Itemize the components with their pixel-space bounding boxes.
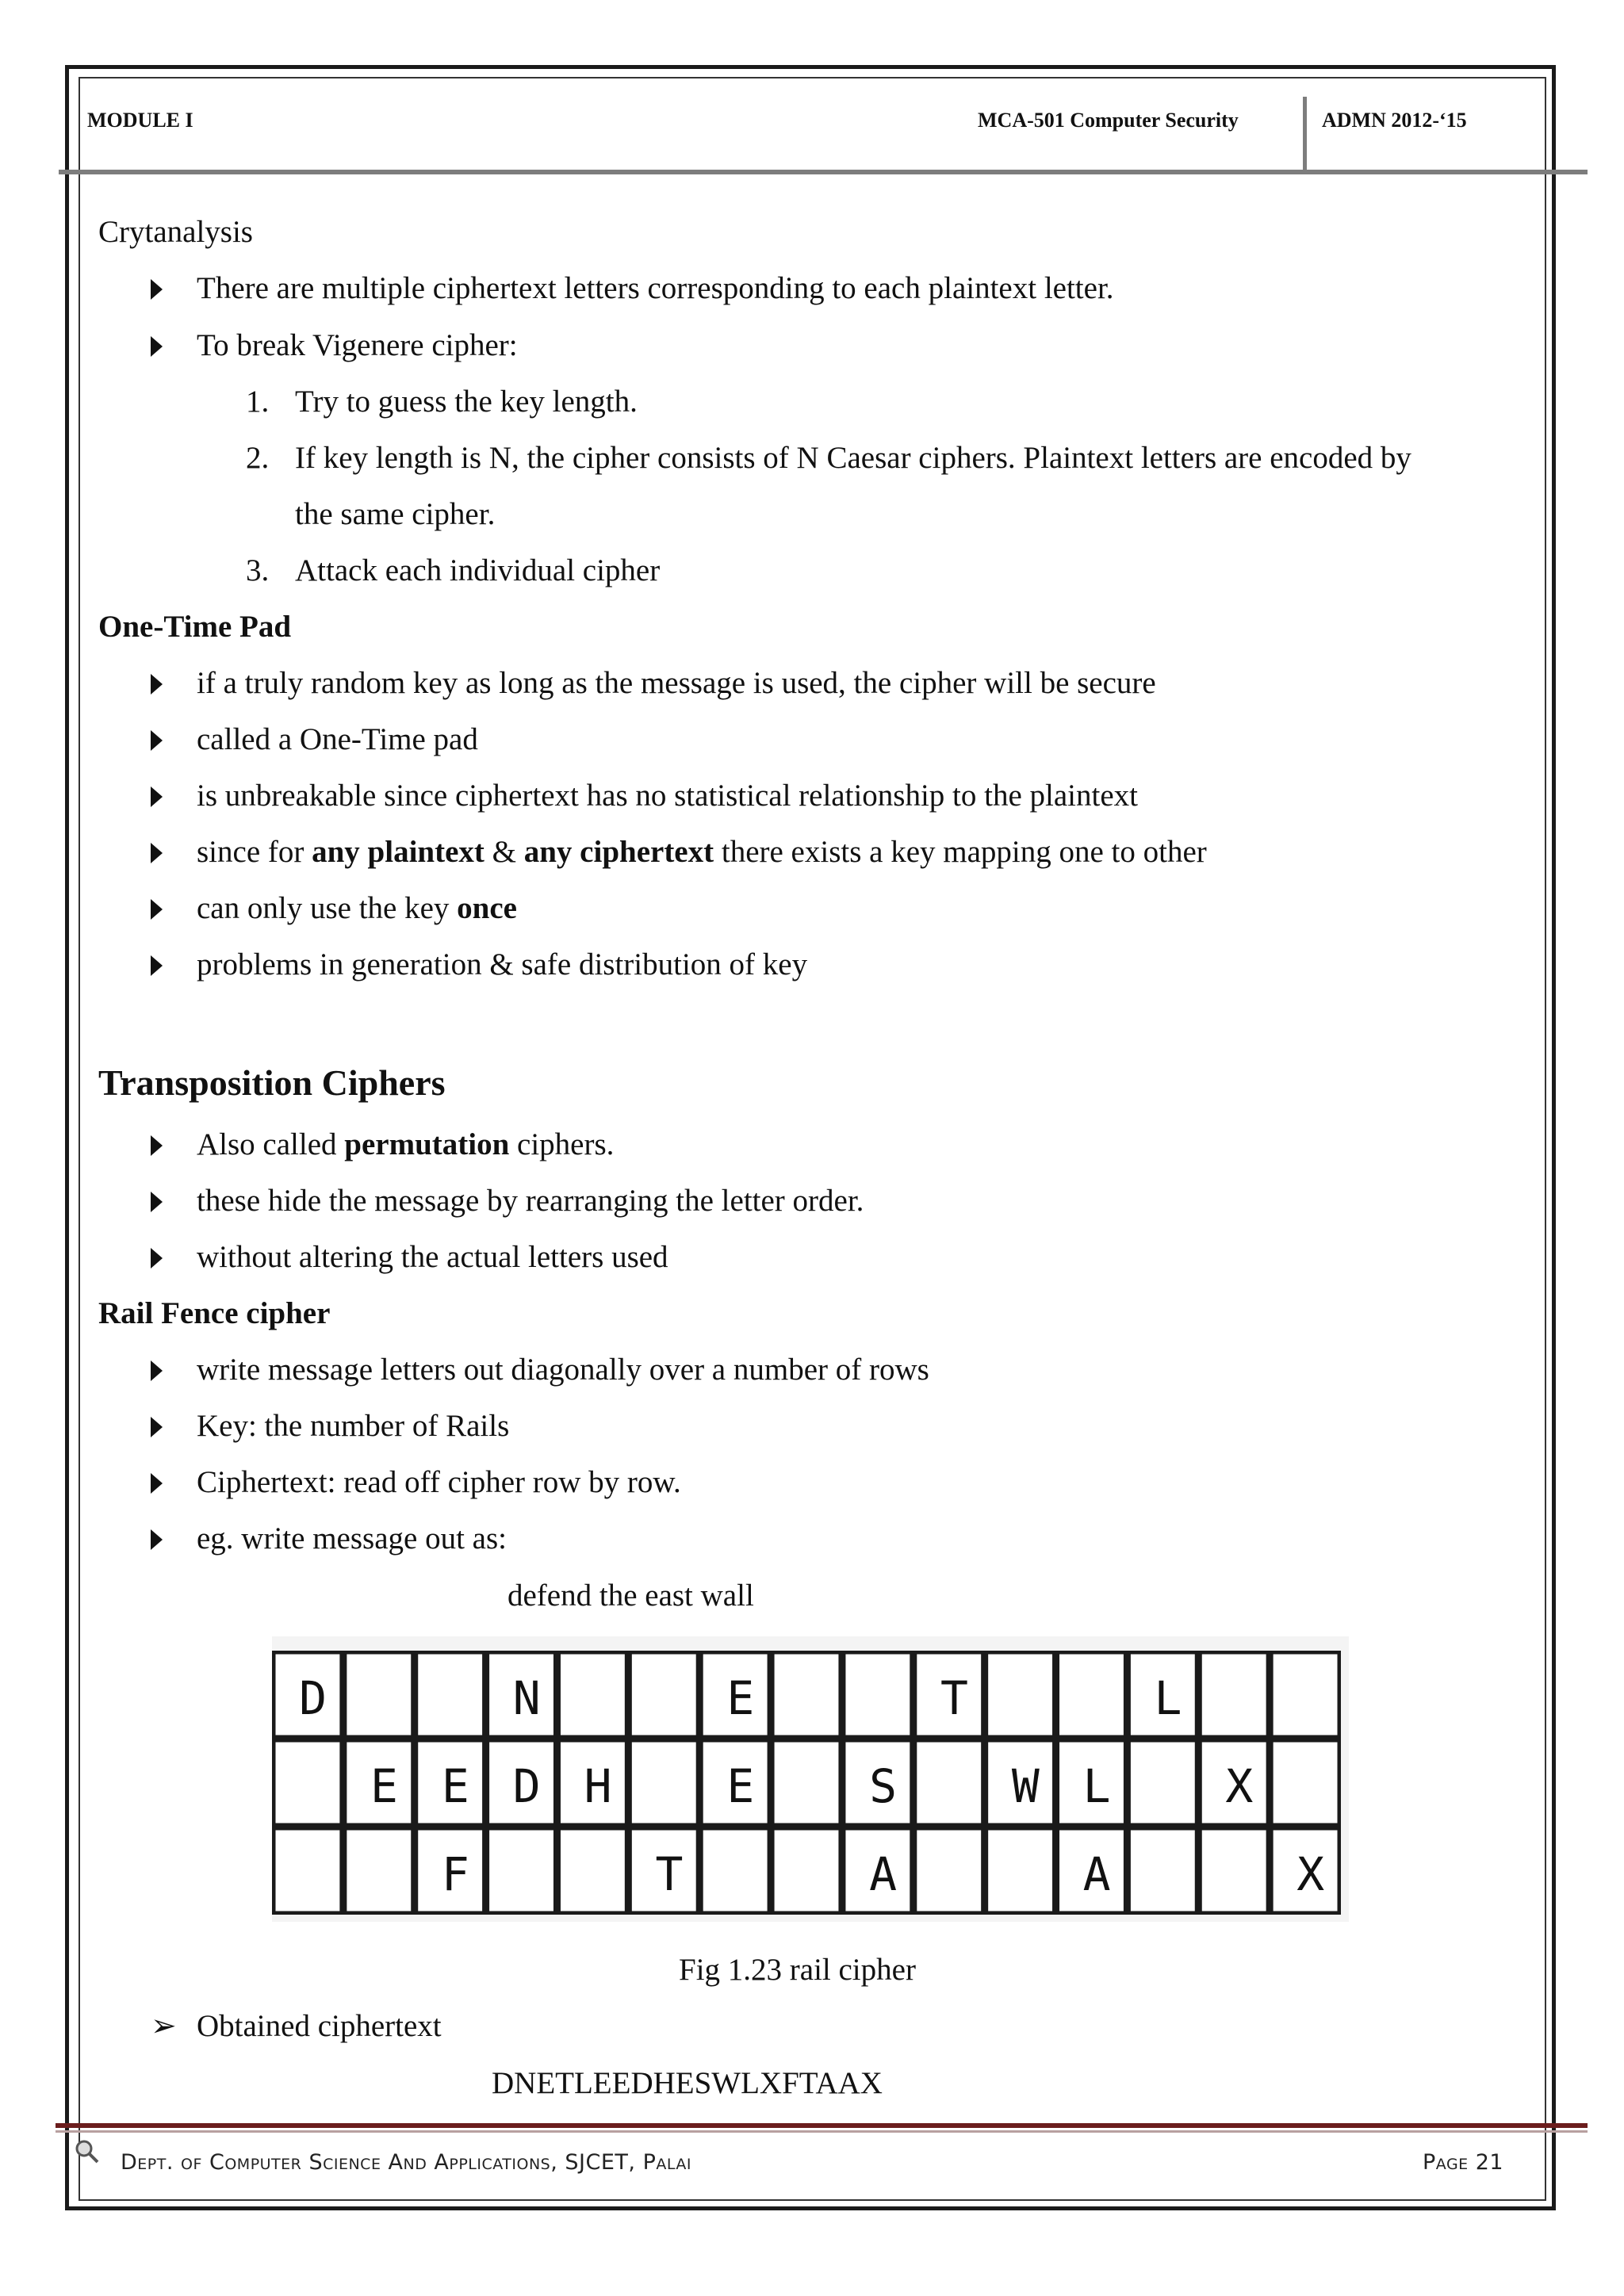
transposition-bullet-3: without altering the actual letters used: [197, 1240, 668, 1274]
transposition-heading: Transposition Ciphers: [98, 1062, 446, 1103]
footer-page-number: Page 21: [1423, 2150, 1504, 2175]
grid-cell-letter: L: [1082, 1758, 1111, 1813]
obtained-ciphertext-label: Obtained ciphertext: [197, 2009, 442, 2043]
header-divider: [1303, 97, 1307, 170]
transposition-bullet-1-pre: Also called: [197, 1127, 345, 1161]
otp-bullet-2: called a One-Time pad: [197, 722, 478, 756]
header-admission: ADMN 2012-‘15: [1322, 109, 1467, 132]
rail-fence-bullet-4: eg. write message out as:: [197, 1521, 507, 1556]
rail-fence-bullet-1: write message letters out diagonally over a number of rows: [197, 1353, 929, 1387]
triangle-bullet-icon: [151, 1360, 163, 1381]
otp-bullet-4-post: there exists a key mapping one to other: [714, 835, 1207, 869]
otp-bullet-5: [197, 890, 517, 927]
step-number: 3.: [246, 553, 270, 587]
triangle-bullet-icon: [151, 279, 163, 300]
grid-cell-letter: N: [512, 1670, 541, 1725]
otp-bullet-5-pre: can only use the key: [197, 891, 458, 925]
footer-rule-shadow: [56, 2130, 1588, 2133]
figure-caption: Fig 1.23 rail cipher: [679, 1953, 916, 1987]
triangle-bullet-icon: [151, 786, 163, 807]
triangle-bullet-icon: [151, 1473, 163, 1494]
rail-fence-bullet-2: Key: the number of Rails: [197, 1409, 510, 1443]
step-text: If key length is N, the cipher consists of N Caesar ciphers. Plaintext letters are encoded by: [295, 441, 1411, 475]
grid-cell-letter: X: [1225, 1758, 1254, 1813]
otp-bullet-4-bold-plaintext: any plaintext: [312, 835, 485, 869]
transposition-bullet-1-bold: permutation: [344, 1127, 510, 1161]
magnifier-logo-icon: [73, 2137, 100, 2164]
rail-fence-plaintext: defend the east wall: [508, 1578, 754, 1613]
triangle-bullet-icon: [151, 674, 163, 695]
triangle-bullet-icon: [151, 1417, 163, 1437]
footer-department: Dept. of Computer Science And Applications, SJCET, Palai: [121, 2150, 691, 2175]
otp-bullet-1: if a truly random key as long as the message is used, the cipher will be secure: [197, 666, 1156, 700]
grid-cell-letter: T: [940, 1670, 968, 1725]
grid-cell-letter: E: [370, 1758, 398, 1813]
step-text-continued: the same cipher.: [295, 497, 496, 531]
triangle-bullet-icon: [151, 730, 163, 751]
triangle-bullet-icon: [151, 1248, 163, 1269]
triangle-bullet-icon: [151, 1529, 163, 1550]
step-number: 1.: [246, 385, 270, 419]
transposition-bullet-1: [197, 1127, 614, 1163]
triangle-bullet-icon: [151, 955, 163, 976]
grid-cell-letter: H: [584, 1758, 612, 1813]
grid-cell-letter: D: [512, 1758, 541, 1813]
grid-cell-letter: A: [1082, 1846, 1111, 1901]
crytanalysis-bullet-1: There are multiple ciphertext letters corresponding to each plaintext letter.: [197, 271, 1114, 305]
footer-rule: [56, 2123, 1588, 2128]
triangle-bullet-icon: [151, 1192, 163, 1212]
crytanalysis-bullet-2: To break Vigenere cipher:: [197, 328, 518, 362]
arrow-bullet-icon: ➢: [151, 2009, 177, 2043]
grid-cell-letter: L: [1154, 1670, 1182, 1725]
triangle-bullet-icon: [151, 1135, 163, 1156]
otp-bullet-5-bold: once: [457, 891, 517, 925]
rail-fence-grid: [272, 1651, 1341, 1915]
crytanalysis-title: Crytanalysis: [98, 215, 253, 249]
step-text: Try to guess the key length.: [295, 385, 638, 419]
otp-bullet-4: [197, 834, 1207, 871]
obtained-ciphertext-value: DNETLEEDHESWLXFTAAX: [492, 2066, 883, 2100]
transposition-bullet-1-post: ciphers.: [509, 1127, 615, 1161]
otp-bullet-4-bold-ciphertext: any ciphertext: [523, 835, 714, 869]
grid-cell-letter: X: [1297, 1846, 1325, 1901]
grid-cell-letter: W: [1011, 1758, 1040, 1813]
otp-bullet-4-mid: &: [484, 835, 524, 869]
triangle-bullet-icon: [151, 336, 163, 357]
grid-cell-letter: S: [869, 1758, 898, 1813]
step-text: Attack each individual cipher: [295, 553, 661, 587]
grid-cell-letter: A: [869, 1846, 898, 1901]
grid-cell-letter: D: [299, 1670, 327, 1725]
triangle-bullet-icon: [151, 899, 163, 920]
transposition-bullet-2: these hide the message by rearranging the letter order.: [197, 1184, 864, 1218]
otp-bullet-4-pre: since for: [197, 835, 312, 869]
header-module: MODULE I: [87, 109, 193, 132]
one-time-pad-title: One-Time Pad: [98, 610, 292, 644]
rail-fence-title: Rail Fence cipher: [98, 1296, 331, 1330]
otp-bullet-3: is unbreakable since ciphertext has no statistical relationship to the plaintext: [197, 779, 1138, 813]
grid-cell-letter: E: [726, 1758, 755, 1813]
step-number: 2.: [246, 441, 270, 475]
grid-cell-letter: F: [441, 1846, 469, 1901]
grid-cell-letter: E: [441, 1758, 469, 1813]
rail-fence-bullet-3: Ciphertext: read off cipher row by row.: [197, 1465, 681, 1499]
grid-cell-letter: E: [726, 1670, 755, 1725]
header-course: MCA-501 Computer Security: [978, 109, 1239, 132]
triangle-bullet-icon: [151, 843, 163, 863]
header-rule: [59, 170, 1588, 174]
grid-cell-letter: T: [655, 1846, 684, 1901]
otp-bullet-6: problems in generation & safe distribution of key: [197, 947, 808, 982]
